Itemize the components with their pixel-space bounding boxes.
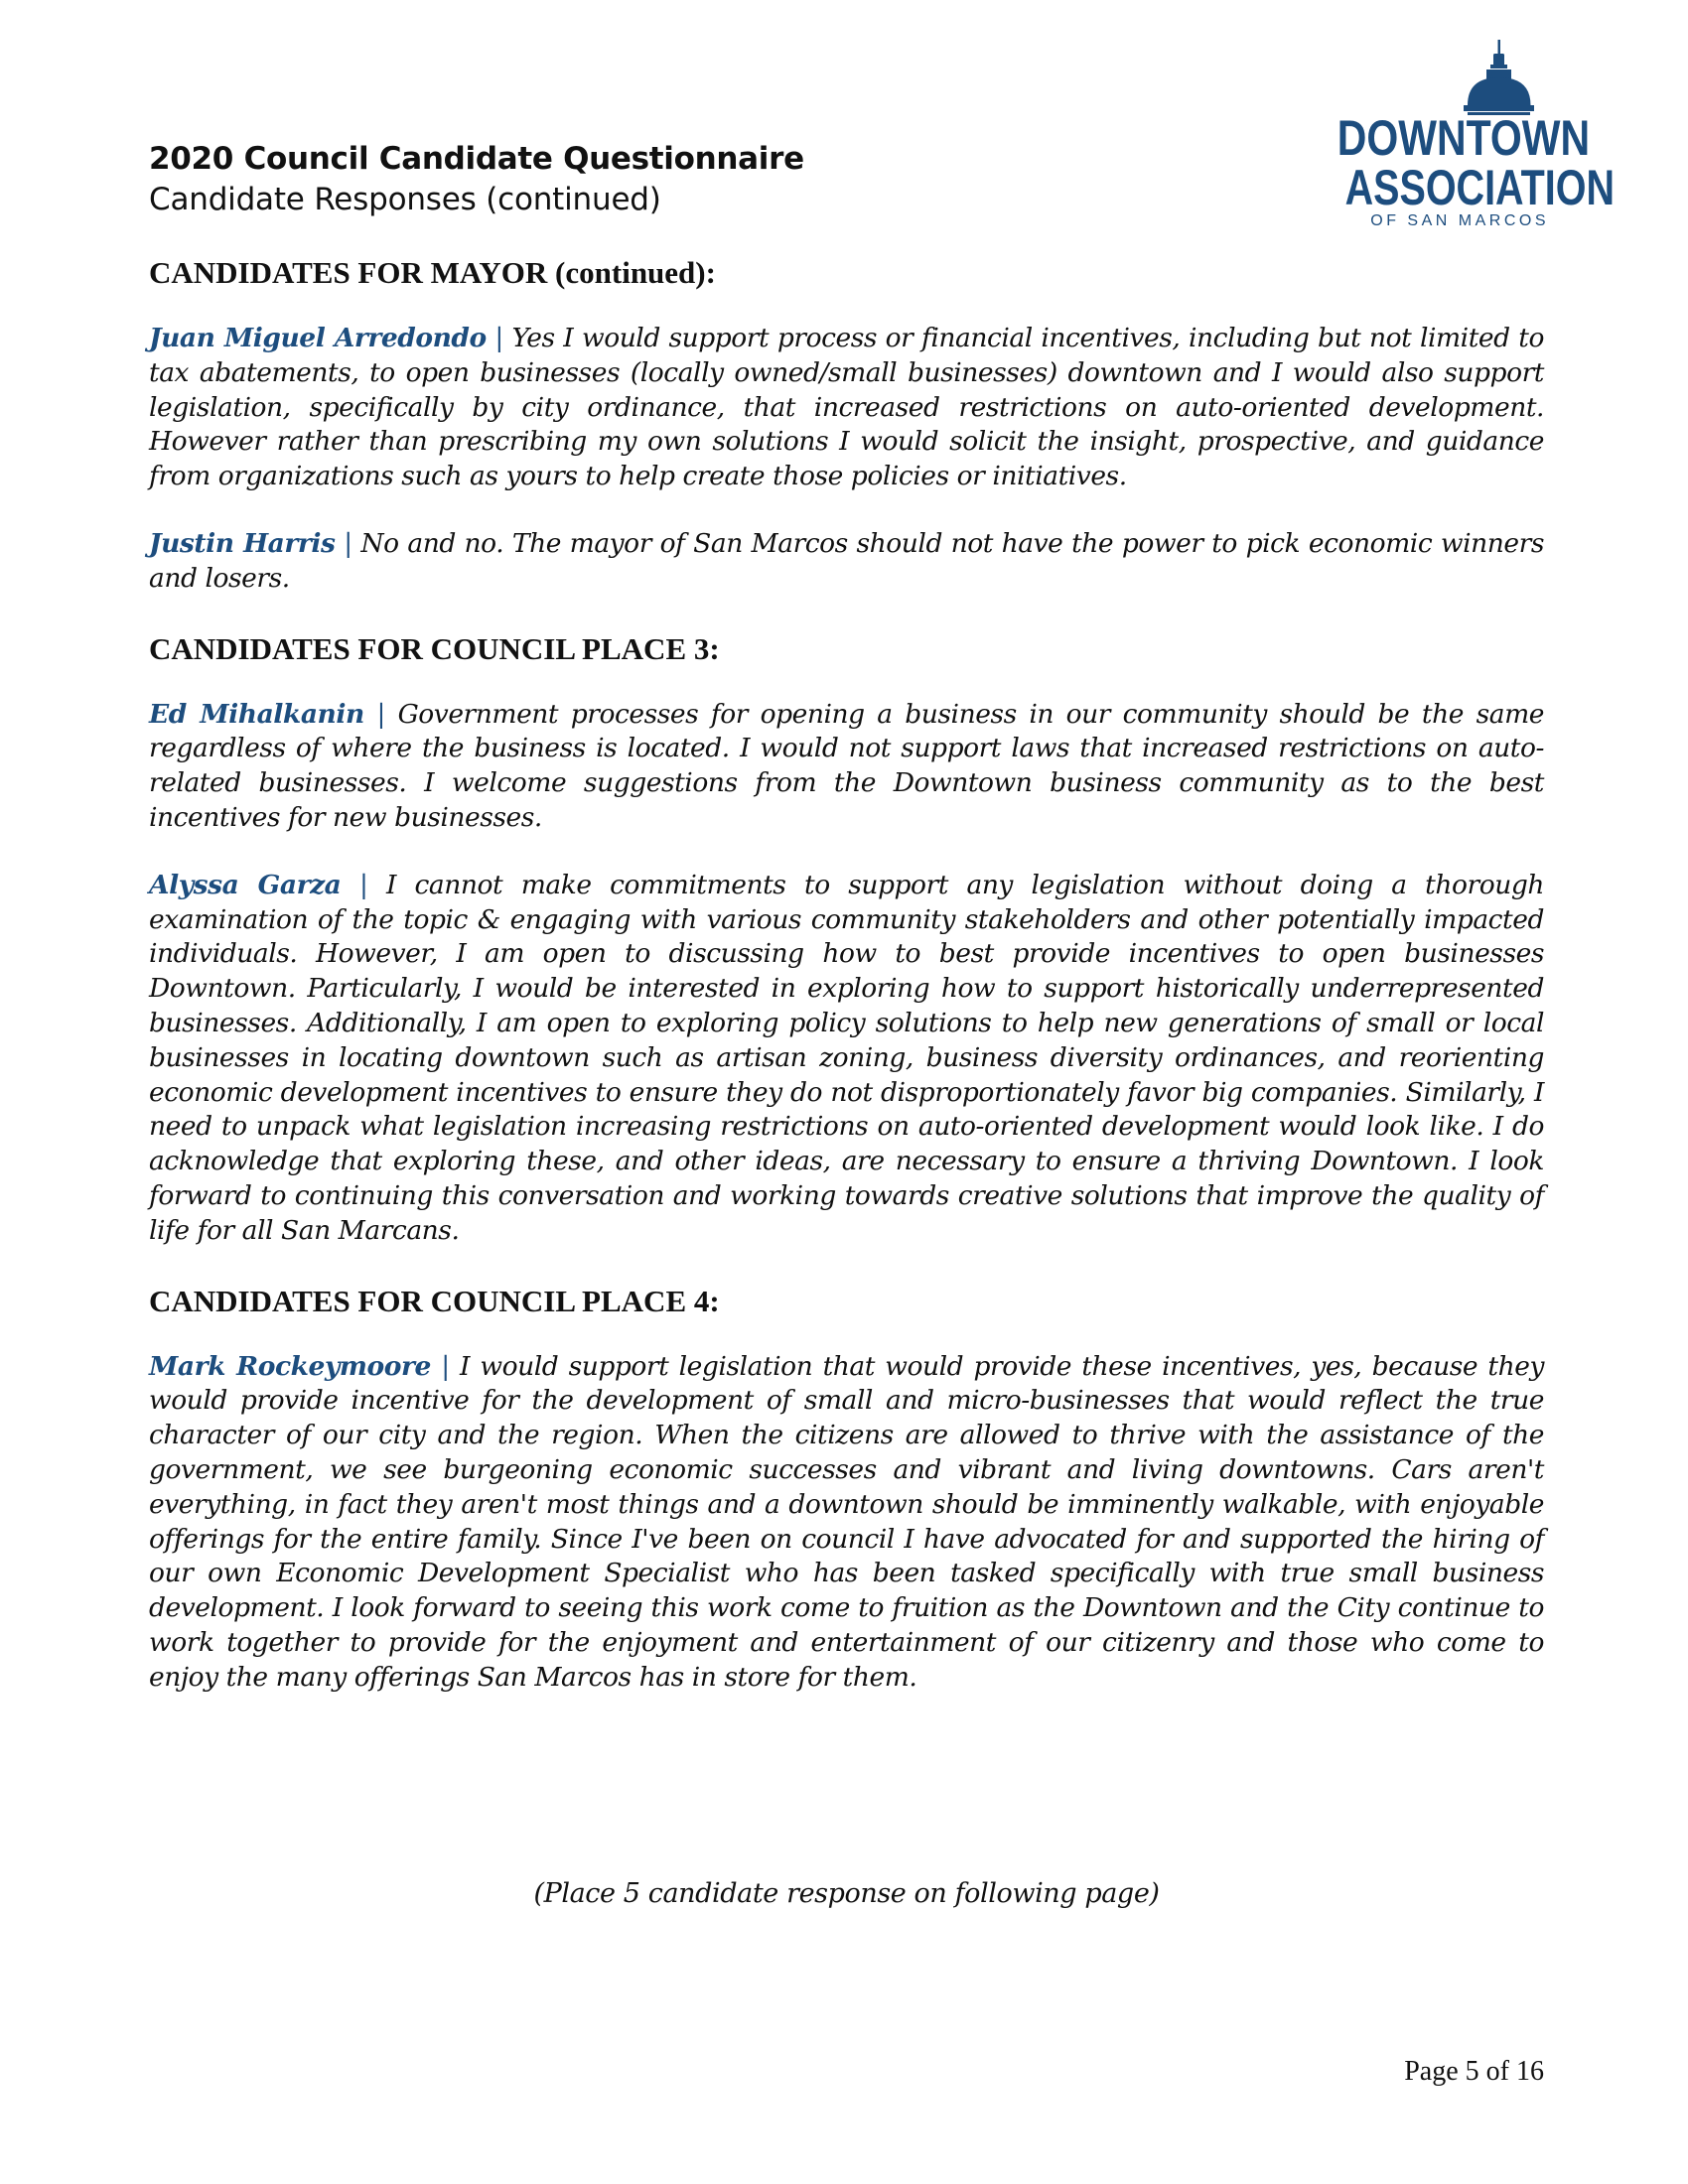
response-text: Yes I would support process or financial incentives, including but not limited to tax abatements, to open businesses (locally owned/small businesses) downtown and I would also support legislation, specifically by city ordinance, that increased restrictions on auto-oriented development. However rather than prescribing my own solutions I would solicit the insight, prospective, and guidance from organizations such as yours to help create those policies or initiatives.	[149, 323, 1545, 492]
section-heading-place-4: CANDIDATES FOR COUNCIL PLACE 4:	[149, 1283, 720, 1318]
capitol-dome-icon	[1291, 40, 1549, 119]
response-text: No and no. The mayor of San Marcos should not have the power to pick economic winners and losers.	[149, 527, 1545, 594]
candidate-response	[149, 527, 1544, 597]
candidate-response	[149, 322, 1544, 494]
candidate-name: Justin Harris	[149, 527, 336, 559]
candidate-name: Alyssa Garza	[149, 869, 342, 900]
separator: |	[344, 527, 352, 559]
candidate-response	[149, 698, 1544, 836]
candidate-name: Juan Miguel Arredondo	[149, 323, 487, 353]
downtown-association-logo	[1291, 40, 1615, 238]
response-text: Government processes for opening a business in our community should be the same regardless of where the business is located. I would not support laws that increased restrictions on auto-related businesses. I welcome suggestions from the Downtown business community as to the best incentives for new businesses.	[149, 698, 1544, 833]
response-text: I cannot make commitments to support any legislation without doing a thorough examination of the topic & engaging with various community stakeholders and other potentially impacted individuals. However, I am open to discussing how to best provide incentives to open businesses Downtown. Particularly, I would be interested in exploring how to support historically underrepresented businesses. Additionally, I am open to exploring policy solutions to help new generations of small or local businesses in locating downtown such as artisan zoning, business diversity ordinances, and reorienting economic development incentives to ensure they do not disproportionately favor big companies. Similarly, I need to unpack what legislation increasing restrictions on auto-oriented development would look like. I do acknowledge that exploring these, and other ideas, are necessary to ensure a thriving Downtown. I look forward to continuing this conversation and working towards creative solutions that improve the quality of life for all San Marcans.	[149, 869, 1544, 1246]
logo-text-san-marcos: OF SAN MARCOS	[1370, 212, 1549, 229]
logo-text-downtown: DOWNTOWN	[1336, 110, 1591, 166]
separator: |	[441, 1350, 450, 1382]
document-header	[149, 139, 1043, 220]
document-subtitle: Candidate Responses (continued)	[149, 182, 661, 217]
section-heading-place-3: CANDIDATES FOR COUNCIL PLACE 3:	[149, 630, 720, 666]
page-number: Page 5 of 16	[1404, 2056, 1544, 2087]
candidate-response	[149, 1350, 1544, 1696]
document-body	[149, 253, 1544, 1728]
candidate-name: Ed Mihalkanin	[149, 698, 364, 730]
continuation-note: (Place 5 candidate response on following page)	[533, 1878, 1160, 1909]
document-title: 2020 Council Candidate Questionnaire	[149, 141, 804, 177]
response-text: I would support legislation that would provide these incentives, yes, because they would provide incentive for the development of small and micro-businesses that would reflect the true character of our city and the region. When the citizens are allowed to thrive with the assistance of the government, we see burgeoning economic successes and vibrant and living downtowns. Cars aren't everything, in fact they aren't most things and a downtown should be imminently walkable, with enjoyable offerings for the entire family. Since I've been on council I have advocated for and supported the hiring of our own Economic Development Specialist who has been tasked specifically with true small business development. I look forward to seeing this work come to fruition as the Downtown and the City continue to work together to provide for the enjoyment and entertainment of our citizenry and those who come to enjoy the many offerings San Marcos has in store for them.	[149, 1350, 1544, 1693]
separator: |	[376, 698, 385, 730]
candidate-response	[149, 869, 1544, 1249]
separator: |	[358, 869, 368, 900]
separator: |	[494, 323, 503, 353]
logo-text-association: ASSOCIATION	[1344, 160, 1615, 215]
section-heading-mayor: CANDIDATES FOR MAYOR (continued):	[149, 255, 716, 290]
candidate-name: Mark Rockeymoore	[149, 1350, 431, 1382]
